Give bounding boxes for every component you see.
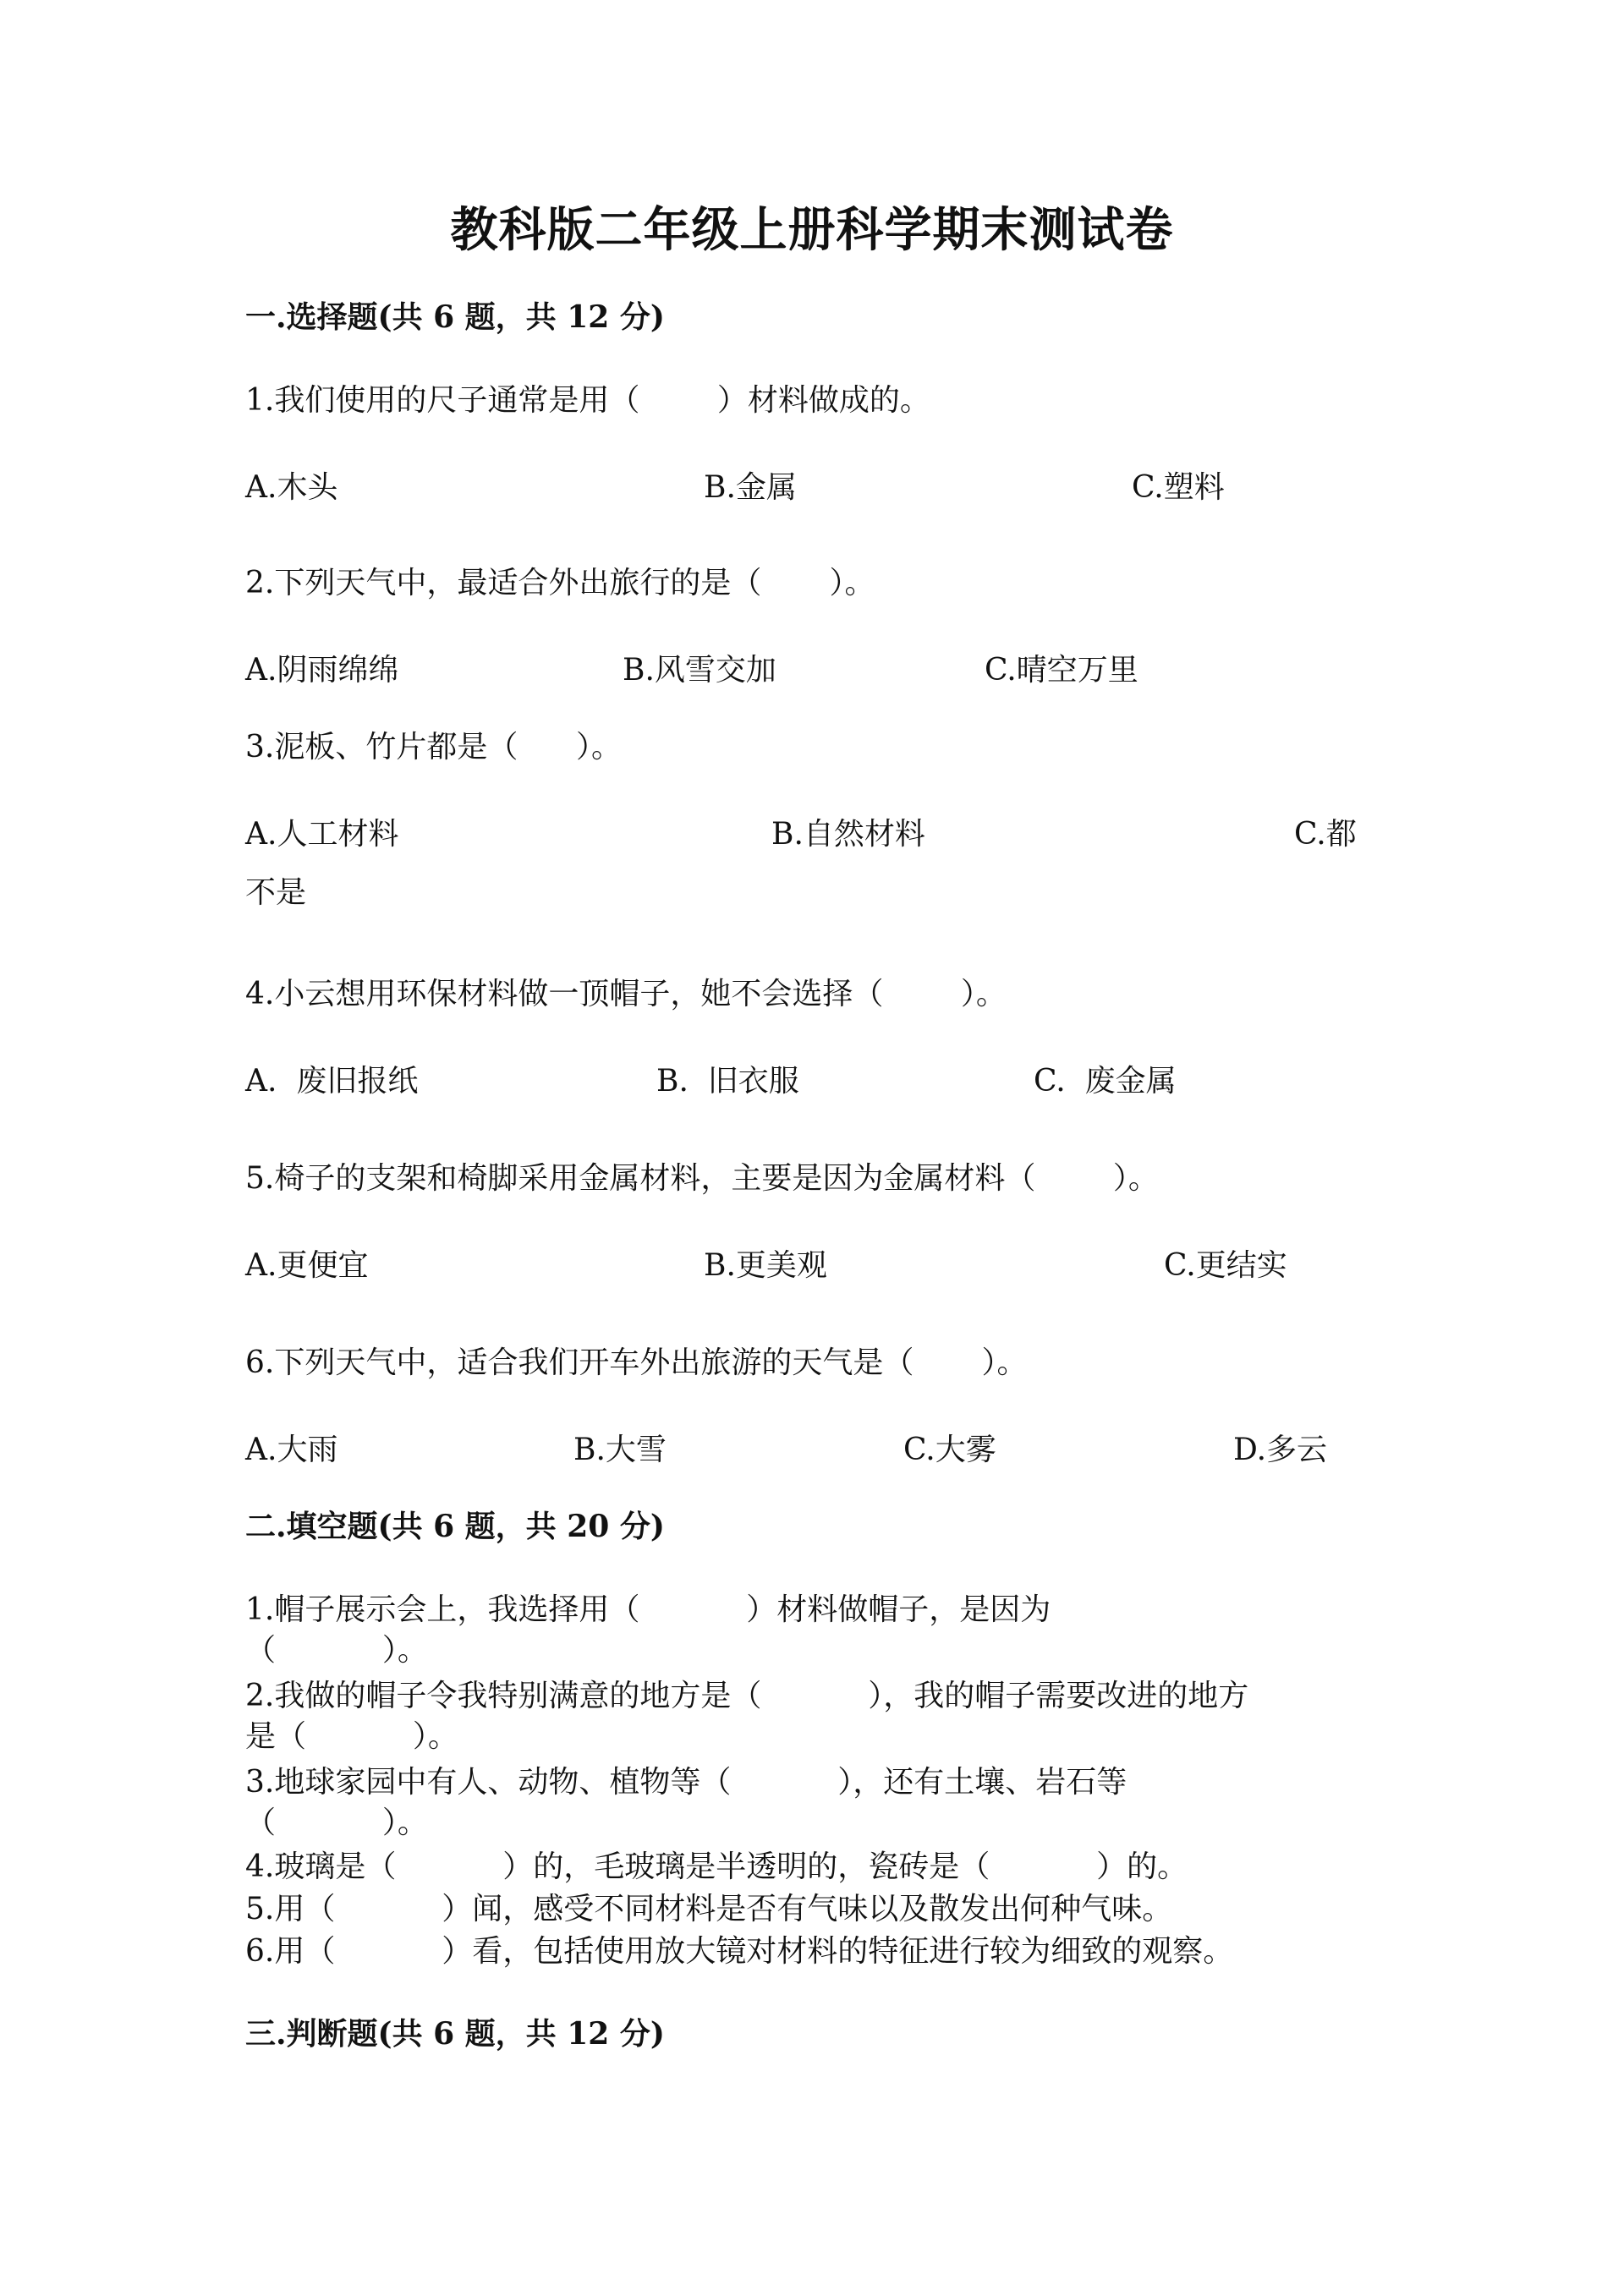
question-3: 3.泥板、竹片都是（ ）。: [245, 730, 623, 764]
question-4-option-c: C. 废金属: [1034, 1064, 1177, 1099]
fill-line-5: 3.地球家园中有人、动物、植物等（ ），还有土壤、岩石等: [245, 1765, 1127, 1800]
fill-line-7: 4.玻璃是（ ）的，毛玻璃是半透明的，瓷砖是（ ）的。: [245, 1849, 1188, 1884]
section-heading-choice: 一.选择题(共 6 题，共 12 分): [245, 299, 665, 335]
section-heading-fill: 二.填空题(共 6 题，共 20 分): [245, 1509, 665, 1544]
question-1: 1.我们使用的尺子通常是用（ ）材料做成的。: [245, 383, 930, 418]
question-1-option-b: B.金属: [704, 470, 797, 505]
fill-line-9: 6.用（ ）看，包括使用放大镜对材料的特征进行较为细致的观察。: [245, 1934, 1234, 1969]
fill-line-2: （ ）。: [245, 1633, 428, 1668]
question-2: 2.下列天气中，最适合外出旅行的是（ ）。: [245, 566, 875, 600]
question-5: 5.椅子的支架和椅脚采用金属材料，主要是因为金属材料（ ）。: [245, 1161, 1159, 1196]
fill-line-6: （ ）。: [245, 1806, 428, 1840]
question-2-option-b: B.风雪交加: [623, 653, 776, 688]
question-5-option-b: B.更美观: [704, 1248, 827, 1283]
section-heading-judge: 三.判断题(共 6 题，共 12 分): [245, 2016, 665, 2052]
question-6-option-b: B.大雪: [573, 1433, 667, 1467]
question-2-option-a: A.阴雨绵绵: [245, 653, 399, 688]
question-4-option-a: A. 废旧报纸: [245, 1064, 419, 1099]
fill-line-1: 1.帽子展示会上，我选择用（ ）材料做帽子，是因为: [245, 1592, 1051, 1627]
question-3-option-c: C.都: [1294, 817, 1357, 852]
question-3-option-a: A.人工材料: [245, 817, 399, 852]
question-4: 4.小云想用环保材料做一顶帽子，她不会选择（ ）。: [245, 977, 1007, 1011]
question-1-option-a: A.木头: [245, 470, 338, 505]
fill-line-8: 5.用（ ）闻，感受不同材料是否有气味以及散发出何种气味。: [245, 1892, 1173, 1926]
question-1-option-c: C.塑料: [1132, 470, 1225, 505]
question-5-option-a: A.更便宜: [245, 1248, 369, 1283]
fill-line-4: 是（ ）。: [245, 1719, 458, 1754]
question-6: 6.下列天气中，适合我们开车外出旅游的天气是（ ）。: [245, 1345, 1028, 1380]
question-6-option-c: C.大雾: [903, 1433, 996, 1467]
question-2-option-c: C.晴空万里: [985, 653, 1138, 688]
question-3-option-b: B.自然材料: [771, 817, 925, 852]
question-4-option-b: B. 旧衣服: [656, 1064, 799, 1099]
question-3-option-c-continuation: 不是: [245, 875, 307, 910]
question-6-option-d: D.多云: [1233, 1433, 1328, 1467]
question-6-option-a: A.大雨: [245, 1433, 338, 1467]
fill-line-3: 2.我做的帽子令我特别满意的地方是（ ），我的帽子需要改进的地方: [245, 1679, 1249, 1713]
page-title: 教科版二年级上册科学期末测试卷: [450, 202, 1174, 258]
question-5-option-c: C.更结实: [1164, 1248, 1287, 1283]
